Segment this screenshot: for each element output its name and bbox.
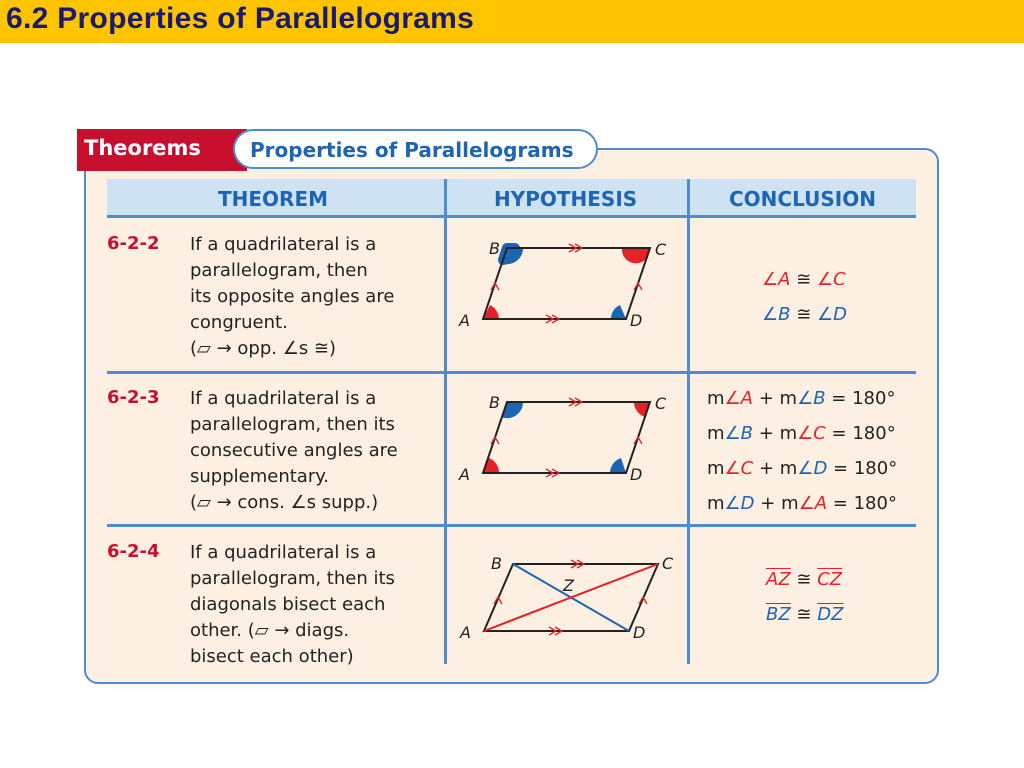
column-divider	[444, 179, 447, 664]
conclusion-line: m∠A + m∠B = 180°	[707, 388, 896, 409]
conclusion-line: m∠C + m∠D = 180°	[707, 458, 898, 479]
theorem-number: 6-2-3	[107, 387, 160, 408]
theorem-line: consecutive angles are	[190, 440, 398, 461]
theorem-line: parallelogram, then its	[190, 568, 395, 589]
vertex-a-label: A	[460, 623, 471, 642]
vertex-d-label: D	[630, 311, 643, 330]
properties-tab	[233, 129, 598, 169]
midpoint-z-label: Z	[563, 576, 574, 595]
theorem-line: bisect each other)	[190, 646, 354, 667]
theorem-text	[190, 540, 440, 670]
theorem-line: (▱ → cons. ∠s supp.)	[190, 492, 379, 513]
theorems-tab	[77, 129, 247, 171]
theorem-line: If a quadrilateral is a	[190, 388, 377, 409]
theorem-text	[190, 232, 440, 362]
vertex-c-label: C	[662, 554, 674, 573]
title-bar	[0, 0, 1024, 43]
parallelogram-figure-opposite-angles	[455, 238, 680, 338]
theorem-line: supplementary.	[190, 466, 330, 487]
vertex-c-label: C	[655, 240, 667, 259]
theorem-line: diagonals bisect each	[190, 594, 386, 615]
theorem-line: parallelogram, then	[190, 260, 368, 281]
conclusion-line: $\overline{AZ}$ ≅ $\overline{CZ}$	[766, 569, 843, 590]
vertex-d-label: D	[630, 465, 643, 484]
theorem-line: If a quadrilateral is a	[190, 234, 377, 255]
theorem-line: parallelogram, then its	[190, 414, 395, 435]
header-theorem: THEOREM	[218, 187, 329, 211]
angle-d-mark	[611, 305, 626, 319]
column-divider	[687, 179, 690, 664]
header-conclusion: CONCLUSION	[729, 187, 876, 211]
angle-d-mark	[610, 458, 626, 473]
page-title: 6.2 Properties of Parallelograms	[6, 2, 475, 35]
parallelogram-figure-consecutive-angles	[455, 392, 680, 492]
row-divider	[107, 524, 916, 527]
diagonal-ac	[484, 564, 658, 631]
vertex-b-label: B	[491, 554, 502, 573]
conclusion-line: m∠D + m∠A = 180°	[707, 493, 897, 514]
conclusion-line: ∠B ≅ ∠D	[762, 304, 848, 325]
vertex-a-label: A	[459, 311, 470, 330]
header-hypothesis: HYPOTHESIS	[494, 187, 638, 211]
vertex-b-label: B	[489, 239, 500, 258]
table-header	[107, 179, 916, 218]
row-divider	[107, 371, 916, 374]
vertex-c-label: C	[655, 394, 667, 413]
theorem-line: If a quadrilateral is a	[190, 542, 377, 563]
conclusion-line: m∠B + m∠C = 180°	[707, 423, 896, 444]
conclusion-line: $\overline{BZ}$ ≅ $\overline{DZ}$	[766, 604, 844, 625]
vertex-d-label: D	[633, 623, 646, 642]
parallelogram-figure-diagonals	[455, 555, 680, 655]
theorem-line: (▱ → opp. ∠s ≅)	[190, 338, 337, 359]
vertex-b-label: B	[489, 393, 500, 412]
theorem-text	[190, 386, 440, 516]
theorems-tab-label: Theorems	[84, 136, 201, 160]
properties-tab-label: Properties of Parallelograms	[250, 138, 574, 162]
theorem-line: congruent.	[190, 312, 288, 333]
theorem-line: other. (▱ → diags.	[190, 620, 350, 641]
theorem-number: 6-2-4	[107, 541, 160, 562]
conclusion-line: ∠A ≅ ∠C	[762, 269, 846, 290]
theorem-line: its opposite angles are	[190, 286, 395, 307]
theorem-number: 6-2-2	[107, 233, 160, 254]
vertex-a-label: A	[459, 465, 470, 484]
